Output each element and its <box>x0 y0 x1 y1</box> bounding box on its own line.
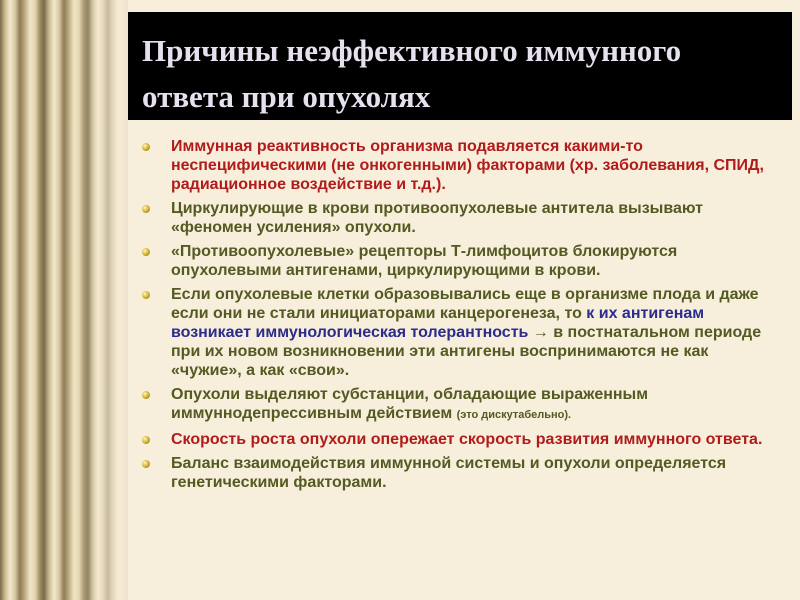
decorative-stripes <box>0 0 128 600</box>
title-banner <box>128 12 792 120</box>
bullet-tolerance <box>130 285 780 380</box>
bullet-antibodies <box>130 199 780 237</box>
bullet-text: Скорость роста опухоли опережает скорость развития иммунного ответа. <box>171 431 763 448</box>
bullet-dot-icon <box>142 248 150 256</box>
bullet-text: Баланс взаимодействия иммунной системы и опухоли определяется генетическими факторами. <box>171 455 727 491</box>
bullet-list <box>130 137 780 497</box>
bullet-dot-icon <box>142 143 150 151</box>
bullet-dot-icon <box>142 205 150 213</box>
bullet-immune-suppression <box>130 137 780 194</box>
bullet-genetic-balance <box>130 454 780 492</box>
slide-title: Причины неэффективного иммунного ответа при опухолях <box>142 33 682 114</box>
bullet-highlight: к их антигенам возникает иммунологическая толерантность <box>171 305 705 341</box>
bullet-text-part1: Если опухолевые клетки образовывались еще в организме плода и даже если они не стали инициаторами канцерогенеза, то <box>171 286 759 322</box>
bullet-text: «Противоопухолевые» рецепторы Т-лимфоцитов блокируются опухолевыми антигенами, циркулирующими в крови. <box>171 243 678 279</box>
bullet-immunodepressive <box>130 385 780 425</box>
bullet-text: Циркулирующие в крови противоопухолевые антитела вызывают «феномен усиления» опухоли. <box>171 200 703 236</box>
bullet-dot-icon <box>142 291 150 299</box>
bullet-text: Иммунная реактивность организма подавляется какими-то неспецифическими (не онкогенными) факторами (хр. заболевания, СПИД, радиационное воздействие и т.д.). <box>171 138 764 193</box>
bullet-text-part2: → в постнатальном периоде при их новом возникновении эти антигены воспринимаются не как «чужие», а как «свои». <box>171 324 762 379</box>
bullet-text: Опухоли выделяют субстанции, обладающие выраженным иммуннодепрессивным действием <box>171 386 649 422</box>
bullet-growth-rate <box>130 430 780 449</box>
bullet-dot-icon <box>142 436 150 444</box>
bullet-note: (это дискутабельно). <box>456 409 572 421</box>
bullet-dot-icon <box>142 391 150 399</box>
bullet-receptors <box>130 242 780 280</box>
bullet-dot-icon <box>142 460 150 468</box>
